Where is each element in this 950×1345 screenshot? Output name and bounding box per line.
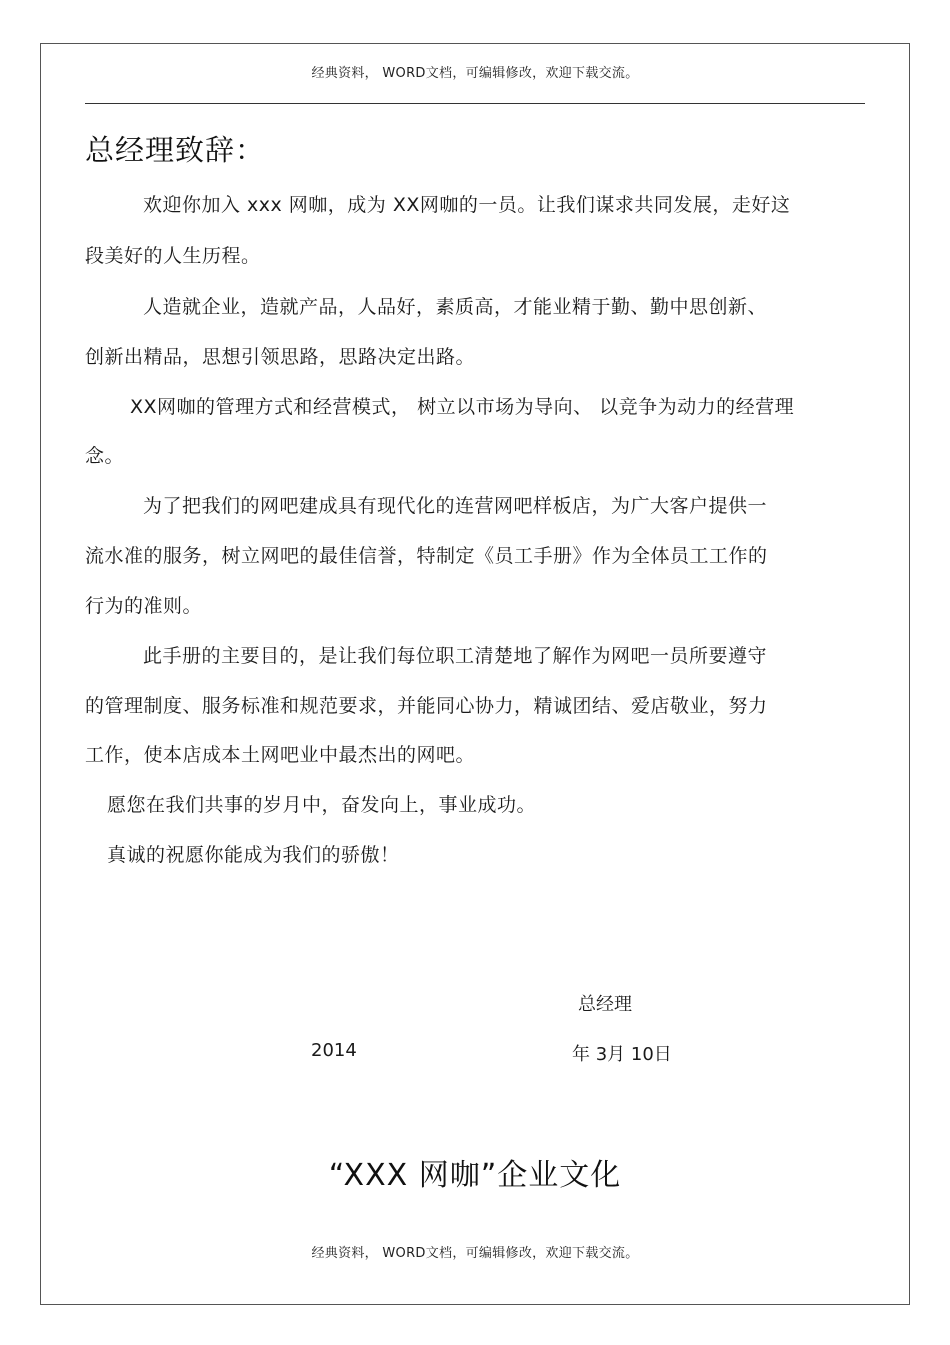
paragraph-line: 为了把我们的网吧建成具有现代化的连营网吧样板店，为广大客户提供一 — [143, 495, 768, 517]
signature-title: 总经理 — [578, 994, 632, 1015]
paragraph-line: 创新出精品，思想引领思路，思路决定出路。 — [85, 346, 476, 368]
paragraph-line: 欢迎你加入 xxx 网咖，成为 XX网咖的一员。让我们谋求共同发展，走好这 — [143, 194, 791, 216]
paragraph-line: 此手册的主要目的，是让我们每位职工清楚地了解作为网吧一员所要遵守 — [143, 645, 768, 667]
document-title: 总经理致辞： — [85, 133, 266, 167]
header-divider — [85, 103, 865, 104]
paragraph-line: 段美好的人生历程。 — [85, 245, 261, 267]
paragraph-line: 人造就企业，造就产品，人品好，素质高，才能业精于勤、勤中思创新、 — [143, 296, 768, 318]
paragraph-line: 真诚的祝愿你能成为我们的骄傲！ — [107, 844, 400, 866]
paragraph-line: 念。 — [85, 445, 125, 467]
footer-note: 经典资料， WORD文档，可编辑修改，欢迎下载交流。 — [311, 1246, 639, 1261]
paragraph-line: 愿您在我们共事的岁月中，奋发向上，事业成功。 — [107, 794, 537, 816]
paragraph-line: 工作，使本店成本土网吧业中最杰出的网吧。 — [85, 744, 476, 766]
paragraph-line: 行为的准则。 — [85, 595, 203, 617]
section-heading: “XXX 网咖”企业文化 — [328, 1158, 622, 1193]
signature-year: 2014 — [311, 1040, 357, 1061]
paragraph-line: XX网咖的管理方式和经营模式， 树立以市场为导向、 以竞争为动力的经营理 — [130, 396, 795, 418]
paragraph-line: 的管理制度、服务标准和规范要求，并能同心协力，精诚团结、爱店敬业，努力 — [85, 695, 768, 717]
header-note: 经典资料， WORD文档，可编辑修改，欢迎下载交流。 — [311, 66, 639, 81]
page-border — [40, 43, 910, 1305]
signature-date: 年 3月 10日 — [572, 1044, 672, 1065]
paragraph-line: 流水准的服务，树立网吧的最佳信誉，特制定《员工手册》作为全体员工工作的 — [85, 545, 768, 567]
